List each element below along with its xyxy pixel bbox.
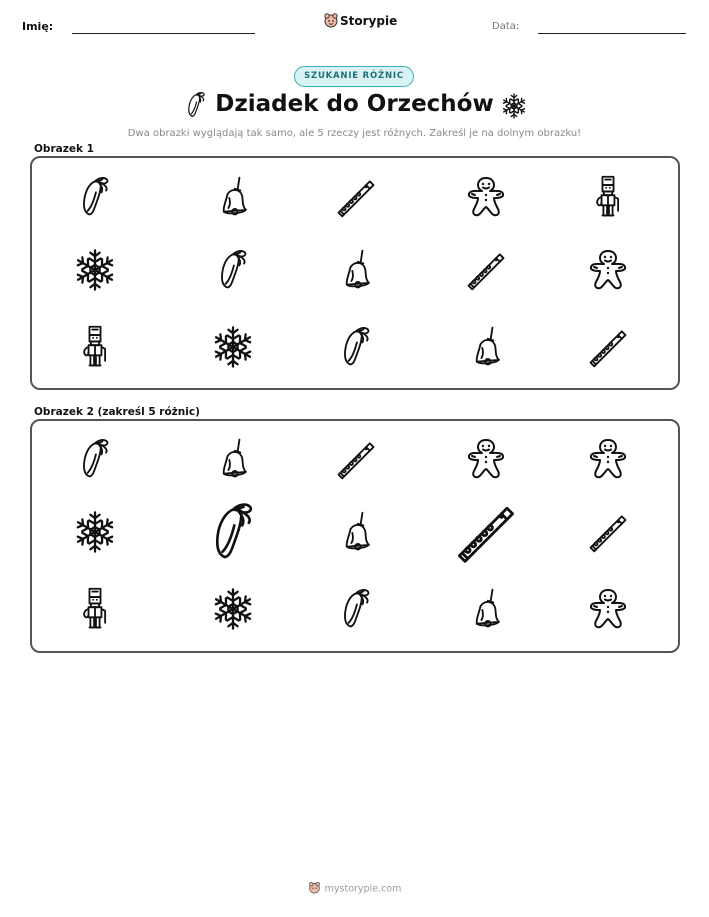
picture2-ballet-shoe-icon[interactable]: [333, 586, 379, 632]
picture2-ballet-shoe-icon[interactable]: [200, 499, 266, 565]
picture1-flute-icon: [333, 174, 379, 220]
picture2-flute-icon[interactable]: [585, 509, 631, 555]
picture-1-label: Obrazek 1: [34, 143, 94, 155]
page-title: Dziadek do Orzechów: [215, 91, 494, 117]
picture1-gingerbread-man-icon: [463, 174, 509, 220]
picture1-ballet-shoe-icon: [210, 247, 256, 293]
date-line[interactable]: [538, 33, 686, 34]
title-icon-right: [500, 92, 528, 120]
picture1-snowflake-icon: [210, 324, 256, 370]
picture2-bell-icon[interactable]: [463, 586, 509, 632]
picture2-nutcracker-icon[interactable]: [72, 586, 118, 632]
picture1-flute-icon: [463, 247, 509, 293]
picture2-gingerbread-man-icon[interactable]: [585, 586, 631, 632]
footer: [0, 881, 709, 897]
picture2-flute-icon[interactable]: [333, 436, 379, 482]
footer-logo-icon: [308, 881, 321, 897]
picture-2-label: Obrazek 2 (zakreśl 5 różnic): [34, 406, 200, 418]
name-line[interactable]: [72, 33, 255, 34]
picture1-gingerbread-man-icon: [585, 247, 631, 293]
picture1-snowflake-icon: [72, 247, 118, 293]
picture2-ballet-shoe-icon[interactable]: [72, 436, 118, 482]
storypie-logo-icon: [323, 12, 339, 28]
picture1-ballet-shoe-icon: [72, 174, 118, 220]
picture2-snowflake-icon[interactable]: [72, 509, 118, 555]
picture1-bell-icon: [333, 247, 379, 293]
picture2-bell-icon[interactable]: [210, 436, 256, 482]
name-label: Imię:: [22, 20, 54, 33]
picture1-ballet-shoe-icon: [333, 324, 379, 370]
footer-url[interactable]: mystorypie.com: [324, 883, 402, 895]
picture2-gingerbread-man-icon[interactable]: [585, 436, 631, 482]
picture2-flute-icon[interactable]: [451, 497, 521, 567]
picture2-snowflake-icon[interactable]: [210, 586, 256, 632]
picture1-bell-icon: [210, 174, 256, 220]
picture1-flute-icon: [585, 324, 631, 370]
picture1-nutcracker-icon: [72, 324, 118, 370]
brand-name: Storypie: [340, 14, 398, 28]
instructions: Dwa obrazki wyglądają tak samo, ale 5 rzeczy jest różnych. Zakreśl je na dolnym obrazku!: [127, 128, 582, 139]
picture2-gingerbread-man-icon[interactable]: [463, 436, 509, 482]
picture1-nutcracker-icon: [585, 174, 631, 220]
picture2-bell-icon[interactable]: [333, 509, 379, 555]
picture1-bell-icon: [463, 324, 509, 370]
activity-badge: SZUKANIE RÓŻNIC: [294, 66, 414, 87]
date-label: Data:: [492, 21, 520, 32]
